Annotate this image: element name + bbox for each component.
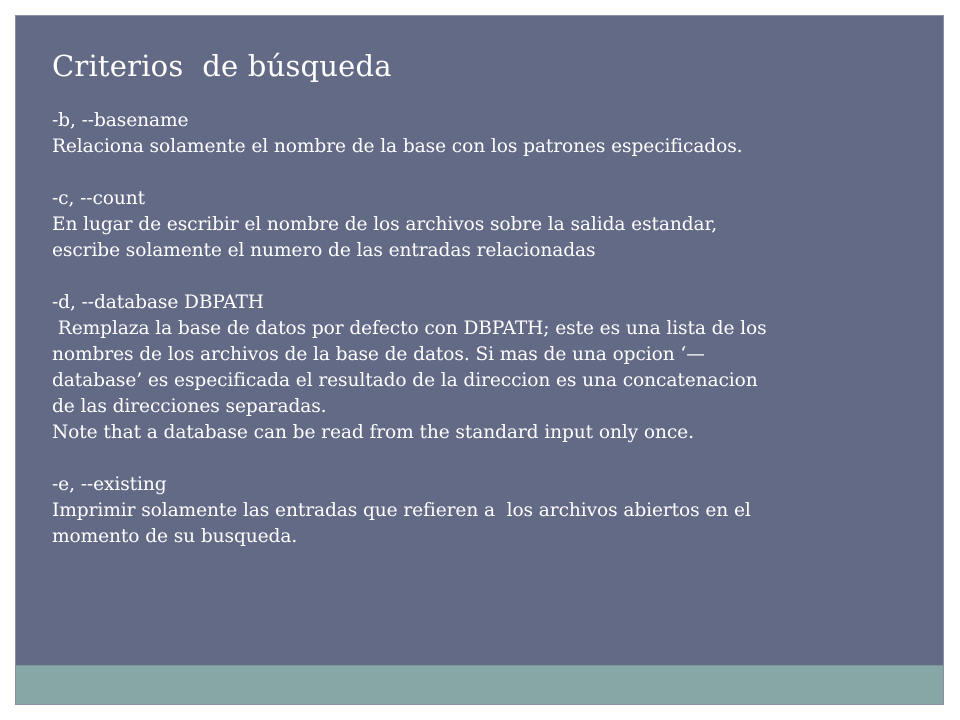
option-database-description-line: database’ es especificada el resultado de la direccion es una concatenacion — [52, 370, 758, 391]
slide-content — [52, 46, 922, 550]
option-existing-description-line: Imprimir solamente las entradas que refieren a los archivos abiertos en el — [52, 500, 751, 521]
option-count-description-line: En lugar de escribir el nombre de los archivos sobre la salida estandar, — [52, 214, 718, 235]
option-database-note: Note that a database can be read from the standard input only once. — [52, 422, 694, 443]
slide-body — [52, 108, 922, 550]
option-database: -d, --database DBPATH — [52, 292, 264, 313]
option-database-description-line: de las direcciones separadas. — [52, 396, 327, 417]
footer-bar — [16, 665, 943, 704]
section-gap — [52, 446, 922, 472]
option-existing: -e, --existing — [52, 474, 167, 495]
section-gap — [52, 264, 922, 290]
option-database-description-line: nombres de los archivos de la base de datos. Si mas de una opcion ‘— — [52, 344, 705, 365]
option-count-description-line: escribe solamente el numero de las entradas relacionadas — [52, 240, 596, 261]
option-basename: -b, --basename — [52, 110, 189, 131]
slide — [15, 15, 944, 705]
option-existing-description-line: momento de su busqueda. — [52, 526, 298, 547]
section-gap — [52, 160, 922, 186]
slide-title: Criterios de búsqueda — [52, 49, 392, 83]
option-database-description-line: Remplaza la base de datos por defecto con DBPATH; este es una lista de los — [52, 318, 767, 339]
option-basename-description: Relaciona solamente el nombre de la base con los patrones especificados. — [52, 136, 743, 157]
option-count: -c, --count — [52, 188, 146, 209]
